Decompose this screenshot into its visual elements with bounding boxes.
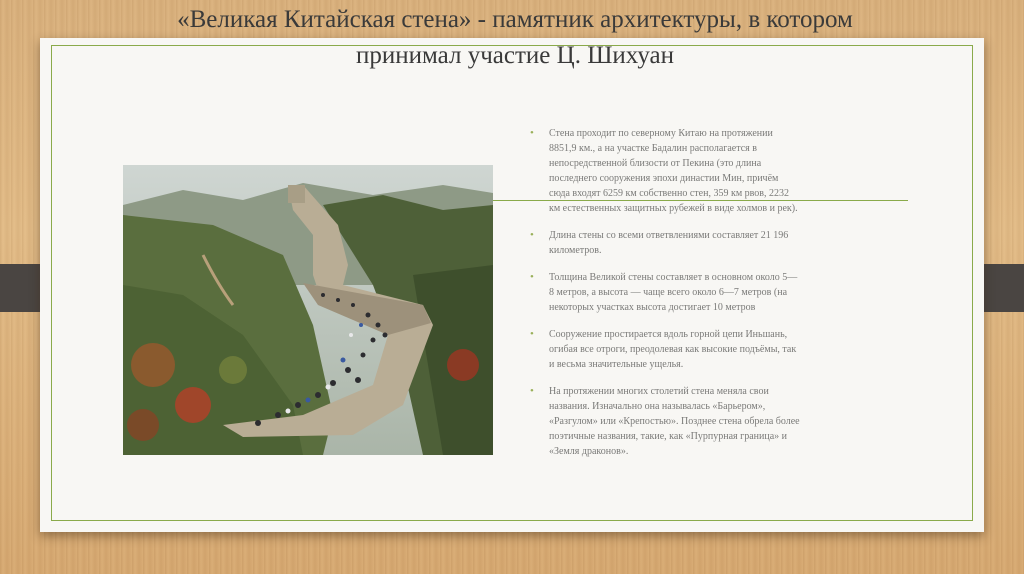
list-item: • Длина стены со всеми ответвлениями составляет 21 196 километров. xyxy=(530,228,800,258)
slide-title: «Великая Китайская стена» - памятник архитектуры, в котором принимал участие Ц. Шихуан xyxy=(177,6,853,69)
facts-list xyxy=(530,126,800,471)
list-item: • Толщина Великой стены составляет в основном около 5—8 метров, а высота — чаще всего около 6—7 метров (на некоторых участках высота достигает 10 метров xyxy=(530,270,800,315)
great-wall-photo xyxy=(123,165,493,455)
list-item: • На протяжении многих столетий стена меняла свои названия. Изначально она называлась «Барьером», «Разгулом» или «Крепостью». Позднее стена обрела более поэтичные названия, такие, как «Пурпурная граница» и «Земля драконов». xyxy=(530,384,800,459)
list-item: • Сооружение простирается вдоль горной цепи Иньшань, огибая все отроги, преодолевая как высокие подъёмы, так и весьма значительные ущелья. xyxy=(530,327,800,372)
list-item: • Стена проходит по северному Китаю на протяжении 8851,9 км., а на участке Бадалин располагается в непосредственной близости от Пекина (это длина последнего сооружения эпохи династии Мин, причём сюда входят 6259 км собственно стен, 359 км рвов, 2232 км естественных защитных рубежей в виде холмов и рек). xyxy=(530,126,800,216)
